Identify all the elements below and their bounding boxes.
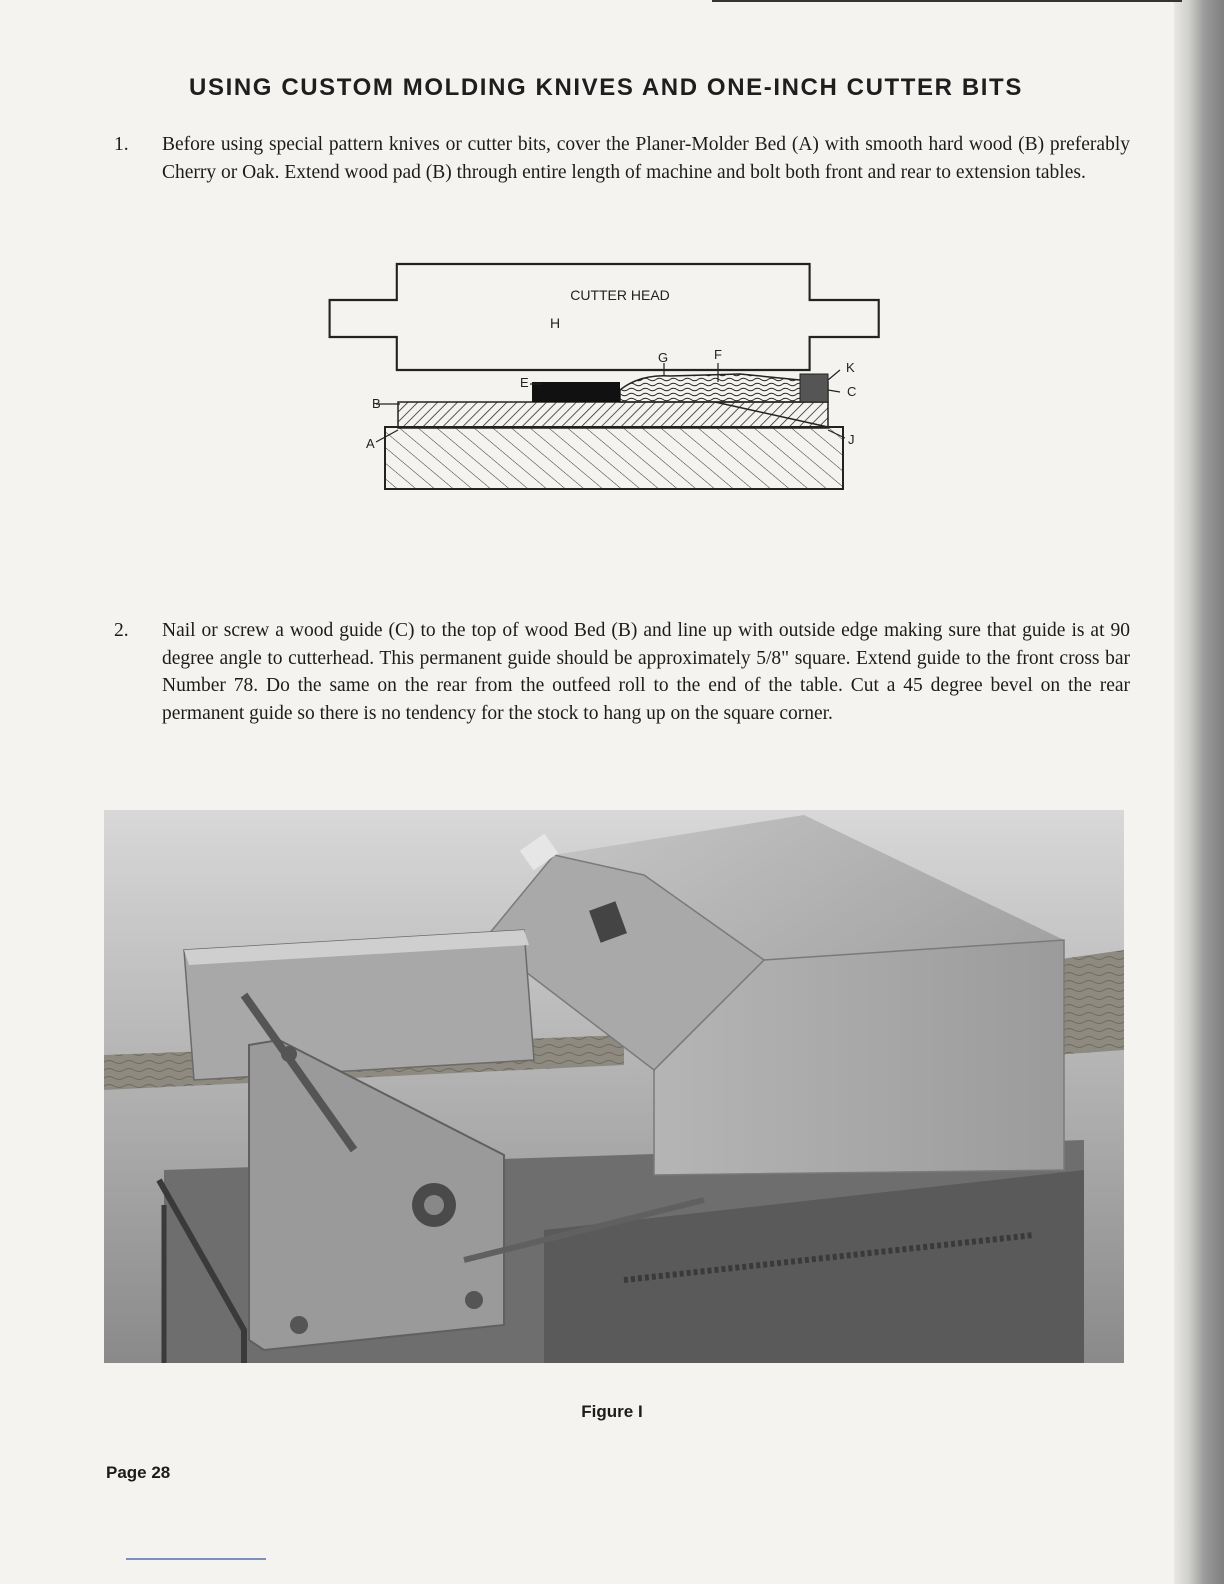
- guide-c: [800, 374, 828, 402]
- wood-pad-b: [398, 402, 828, 428]
- label-b: B: [372, 396, 381, 411]
- top-rule: [712, 0, 1182, 2]
- step-2: [114, 617, 1130, 727]
- label-g: G: [658, 350, 669, 365]
- label-a: A: [366, 436, 375, 451]
- step-2-text: Nail or screw a wood guide (C) to the top of wood Bed (B) and line up with outside edge making sure that guide is at 90 degree angle to cutterhead. This permanent guide should be approximately 5/8" square. Extend guide to the front cross bar Number 78. Do the same on the rear from the outfeed roll to the end of the table. Cut a 45 degree bevel on the rear permanent guide so there is no tendency for the stock to hang up on the square corner.: [162, 620, 1130, 724]
- cutter-head-outline: [330, 264, 879, 370]
- bottom-rule: [126, 1558, 266, 1560]
- page-title: USING CUSTOM MOLDING KNIVES AND ONE-INCH CUTTER BITS: [189, 74, 1023, 101]
- label-e: E: [520, 375, 529, 390]
- stock-wood: [620, 374, 828, 402]
- step-2-number: 2.: [114, 620, 129, 641]
- label-j: J: [848, 432, 855, 447]
- label-k: K: [846, 360, 855, 375]
- label-c: C: [847, 384, 857, 399]
- cross-section-diagram: [320, 252, 880, 502]
- page-edge-shadow: [1174, 0, 1224, 1584]
- figure-caption: Figure I: [581, 1402, 643, 1421]
- step-1-text: Before using special pattern knives or cutter bits, cover the Planer-Molder Bed (A) with smooth hard wood (B) preferably Cherry or Oak. Extend wood pad (B) through entire length of machine and bolt both front and rear to extension tables.: [162, 134, 1130, 183]
- step-1: [114, 131, 1130, 186]
- knife-e: [532, 382, 620, 402]
- page-number: Page 28: [106, 1463, 171, 1482]
- step-1-number: 1.: [114, 134, 129, 155]
- label-f: F: [714, 347, 722, 362]
- label-cutter-head: CUTTER HEAD: [570, 287, 670, 303]
- machine-photo: [104, 810, 1124, 1363]
- bed-a: [385, 427, 843, 489]
- label-h: H: [550, 315, 561, 331]
